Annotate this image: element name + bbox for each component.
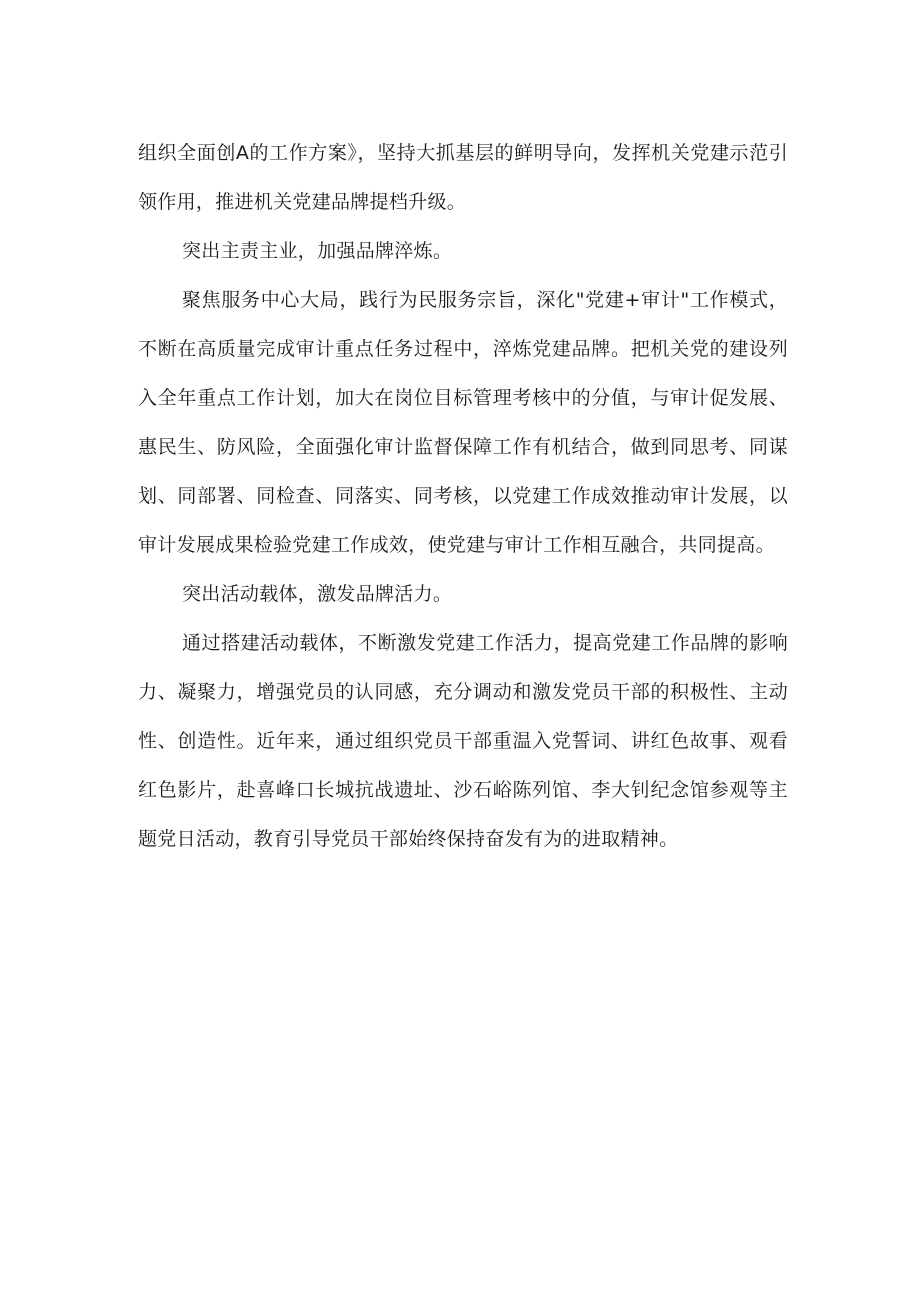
section-heading-responsibility: 突出主责主业，加强品牌淬炼。 xyxy=(182,240,453,262)
section-heading-activity: 突出活动载体，激发品牌活力。 xyxy=(182,583,453,605)
document-body xyxy=(138,129,788,864)
paragraph-continuation: 组织全面创A的工作方案》，坚持大抓基层的鲜明导向，发挥机关党建示范引领作用，推进机关党建品牌提档升级。 xyxy=(138,142,788,213)
paragraph-activity-carriers: 通过搭建活动载体，不断激发党建工作活力，提高党建工作品牌的影响力、凝聚力，增强党员的认同感，充分调动和激发党员干部的积极性、主动性、创造性。近年来，通过组织党员干部重温入党誓词、讲红色故事、观看红色影片，赴喜峰口长城抗战遗址、沙石峪陈列馆、李大钊纪念馆参观等主题党日活动，教育引导党员干部始终保持奋发有为的进取精神。 xyxy=(138,632,788,850)
paragraph-party-audit-model: 聚焦服务中心大局，践行为民服务宗旨，深化"党建+审计"工作模式，不断在高质量完成审计重点任务过程中，淬炼党建品牌。把机关党的建设列入全年重点工作计划，加大在岗位目标管理考核中的分值，与审计促发展、惠民生、防风险，全面强化审计监督保障工作有机结合，做到同思考、同谋划、同部署、同检查、同落实、同考核，以党建工作成效推动审计发展，以审计发展成果检验党建工作成效，使党建与审计工作相互融合，共同提高。 xyxy=(138,289,788,556)
